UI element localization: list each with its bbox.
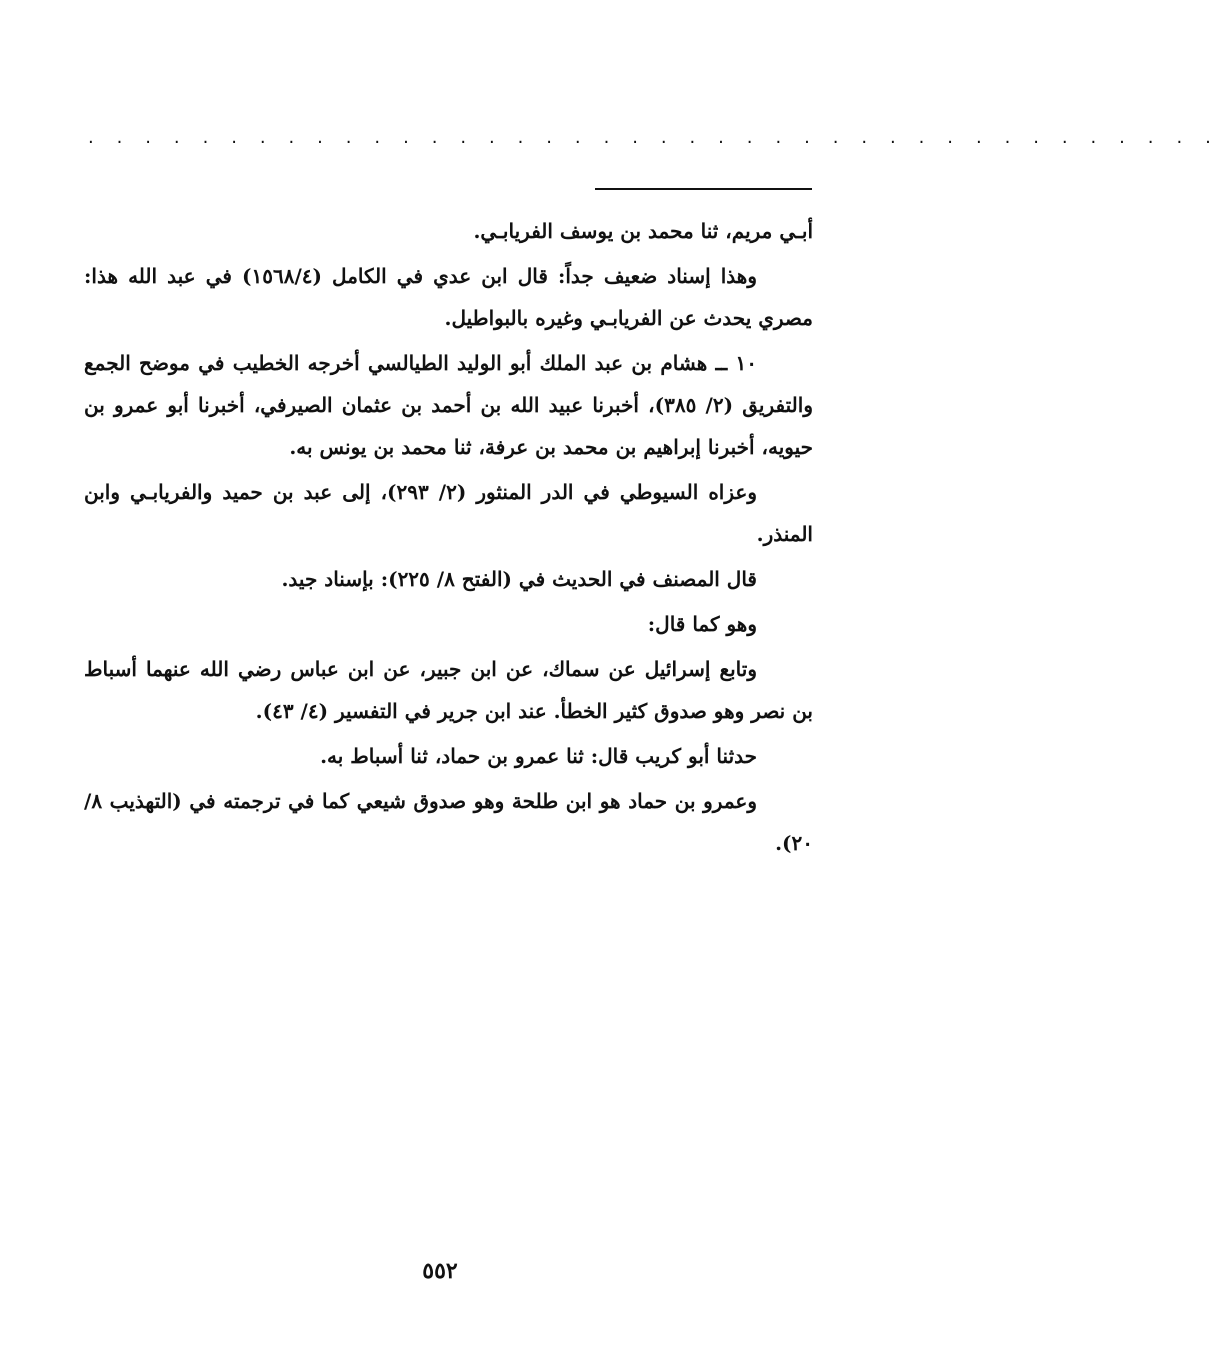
paragraph-amr: وعمرو بن حماد هو ابن طلحة وهو صدوق شيعي كما في ترجمته في (التهذيب ٨/ ٢٠). bbox=[84, 789, 813, 855]
dotted-separator: . . . . . . . . . . . . . . . . . . . . . . . . . . . . . . . . . . . . . . . . bbox=[88, 127, 1219, 148]
paragraph-as-he-said: وهو كما قال: bbox=[647, 612, 757, 636]
paragraph-suyuti: وعزاه السيوطي في الدر المنثور (٢/ ٢٩٣)، إلى عبد بن حميد والفريابـي وابن المنذر. bbox=[84, 480, 813, 546]
paragraph-abu-kurayb: حدثنا أبو كريب قال: ثنا عمرو بن حماد، ثنا أسباط به. bbox=[320, 744, 757, 768]
footnote-text bbox=[84, 210, 813, 867]
paragraph-israil: وتابع إسرائيل عن سماك، عن ابن جبير، عن ابن عباس رضي الله عنهما أسباط بن نصر وهو صدوق كثير الخطأ. عند ابن جرير في التفسير (٤/ ٤٣). bbox=[84, 657, 813, 723]
paragraph-isnad-weak: وهذا إسناد ضعيف جداً: قال ابن عدي في الكامل (١٥٦٨/٤) في عبد الله هذا: مصري يحدث عن الفريابـي وغيره بالبواطيل. bbox=[84, 264, 813, 330]
paragraph-hisham: ١٠ ــ هشام بن عبد الملك أبو الوليد الطيالسي أخرجه الخطيب في موضح الجمع والتفريق (٢/ ٣٨٥)، أخبرنا عبيد الله بن أحمد بن عثمان الصيرفي، أخبرنا أبو عمرو بن حيويه، أخبرنا إبراهيم بن محمد بن عرفة، ثنا محمد بن يونس به. bbox=[84, 351, 813, 459]
paragraph-fath: قال المصنف في الحديث في (الفتح ٨/ ٢٢٥): بإسناد جيد. bbox=[281, 567, 757, 591]
paragraph-continuation: أبـي مريم، ثنا محمد بن يوسف الفريابـي. bbox=[473, 219, 813, 243]
page-number: ٥٥٢ bbox=[422, 1258, 458, 1284]
footnote-rule bbox=[595, 188, 812, 190]
